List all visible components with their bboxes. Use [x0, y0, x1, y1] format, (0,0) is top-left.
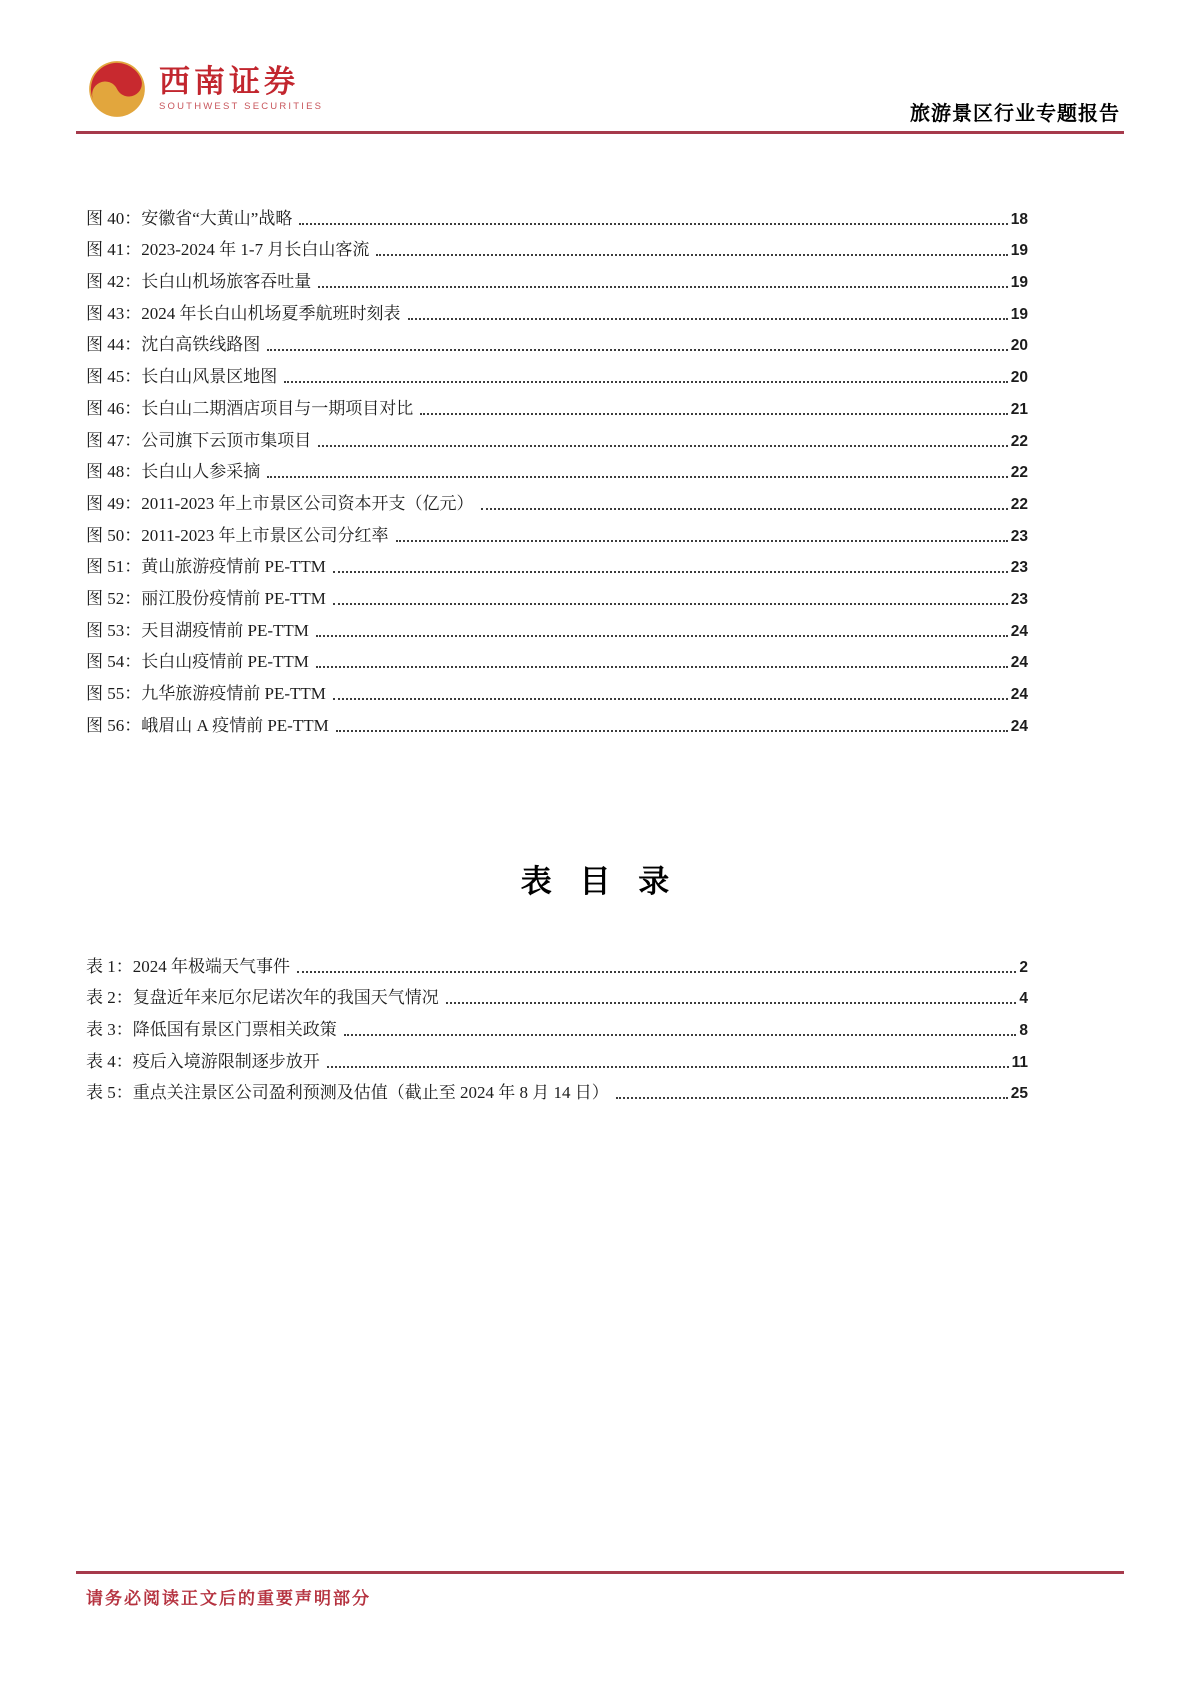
- toc-entry-page-number: 21: [1010, 400, 1028, 418]
- footer-divider: [76, 1571, 1124, 1574]
- footer-disclaimer: 请务必阅读正文后的重要声明部分: [86, 1589, 371, 1608]
- toc-entry-page-number: 24: [1010, 622, 1028, 640]
- toc-entry-page-number: 18: [1010, 210, 1028, 228]
- dot-leader: [299, 223, 1007, 225]
- toc-entry: [86, 977, 1028, 1009]
- dot-leader: [327, 1066, 1009, 1068]
- dot-leader: [318, 445, 1008, 447]
- toc-entry-page-number: 4: [1019, 990, 1028, 1008]
- toc-entry-label: 表 4：疫后入境游限制逐步放开: [86, 1051, 320, 1071]
- toc-entry-page-number: 24: [1010, 654, 1028, 672]
- toc-entry-label: 表 2：复盘近年来厄尔尼诺次年的我国天气情况: [86, 988, 439, 1008]
- toc-entry-page-number: 8: [1019, 1022, 1028, 1040]
- toc-entry-label: 图 54：长白山疫情前 PE-TTM: [86, 652, 309, 672]
- toc-entry: [86, 609, 1028, 641]
- toc-entry: [86, 1040, 1028, 1072]
- toc-entry: [86, 704, 1028, 736]
- toc-entry: [86, 482, 1028, 514]
- toc-entry-label: 图 44：沈白高铁线路图: [86, 335, 261, 355]
- dot-leader: [408, 318, 1008, 320]
- toc-entry-label: 图 48：长白山人参采摘: [86, 462, 261, 482]
- toc-entry: [86, 197, 1028, 229]
- toc-entry-label: 图 41：2023-2024 年 1-7 月长白山客流: [86, 240, 370, 260]
- dot-leader: [284, 381, 1008, 383]
- toc-entry-page-number: 22: [1010, 464, 1028, 482]
- toc-entry-label: 表 3：降低国有景区门票相关政策: [86, 1020, 337, 1040]
- toc-entry-label: 图 47：公司旗下云顶市集项目: [86, 430, 312, 450]
- brand-name-cn: 西南证券: [159, 64, 299, 100]
- toc-entry-page-number: 20: [1010, 369, 1028, 387]
- toc-entry-page-number: 11: [1011, 1053, 1028, 1071]
- dot-leader: [333, 698, 1008, 700]
- dot-leader: [333, 603, 1008, 605]
- dot-leader: [616, 1097, 1008, 1099]
- dot-leader: [420, 413, 1008, 415]
- toc-entry-label: 表 5：重点关注景区公司盈利预测及估值（截止至 2024 年 8 月 14 日）: [86, 1083, 609, 1103]
- toc-entry: [86, 577, 1028, 609]
- dot-leader: [336, 730, 1008, 732]
- dot-leader: [446, 1002, 1017, 1004]
- brand-name-en: SOUTHWEST SECURITIES: [159, 100, 324, 112]
- toc-entry: [86, 641, 1028, 673]
- toc-entry-label: 图 50：2011-2023 年上市景区公司分红率: [86, 525, 389, 545]
- toc-entry-label: 图 45：长白山风景区地图: [86, 367, 278, 387]
- toc-entry-page-number: 20: [1010, 337, 1028, 355]
- dot-leader: [267, 349, 1008, 351]
- toc-entry-page-number: 19: [1010, 305, 1028, 323]
- toc-entry: [86, 546, 1028, 578]
- toc-entry-page-number: 24: [1010, 717, 1028, 735]
- southwest-securities-logo-icon: [88, 60, 146, 118]
- brand-logo: [88, 60, 323, 118]
- dot-leader: [316, 666, 1008, 668]
- toc-entry-page-number: 19: [1010, 274, 1028, 292]
- toc-entry-page-number: 2: [1019, 958, 1028, 976]
- brand-text: [159, 66, 323, 112]
- toc-entry-page-number: 23: [1010, 590, 1028, 608]
- header-divider: [76, 131, 1124, 134]
- toc-entry: [86, 260, 1028, 292]
- toc-entry: [86, 1072, 1028, 1104]
- toc-entry-label: 图 46：长白山二期酒店项目与一期项目对比: [86, 398, 414, 418]
- toc-entry: [86, 355, 1028, 387]
- toc-entry: [86, 1008, 1028, 1040]
- toc-entry: [86, 419, 1028, 451]
- dot-leader: [316, 635, 1008, 637]
- toc-entry-label: 图 40：安徽省“大黄山”战略: [86, 208, 293, 228]
- dot-leader: [318, 286, 1008, 288]
- dot-leader: [267, 476, 1008, 478]
- dot-leader: [481, 508, 1008, 510]
- toc-entry-page-number: 24: [1010, 686, 1028, 703]
- dot-leader: [376, 254, 1007, 256]
- toc-entry: [86, 451, 1028, 483]
- figures-toc-list: [86, 197, 1028, 736]
- toc-entry-page-number: 23: [1010, 527, 1028, 545]
- toc-entry-label: 图 53：天目湖疫情前 PE-TTM: [86, 620, 309, 640]
- toc-entry-label: 图 43：2024 年长白山机场夏季航班时刻表: [86, 303, 401, 323]
- toc-entry-label: 图 52：丽江股份疫情前 PE-TTM: [86, 588, 326, 608]
- dot-leader: [344, 1034, 1017, 1036]
- toc-entry: [86, 945, 1028, 977]
- toc-entry-label: 表 1：2024 年极端天气事件: [86, 956, 290, 976]
- toc-entry: [86, 387, 1028, 419]
- toc-entry: [86, 672, 1028, 704]
- dot-leader: [297, 971, 1016, 973]
- tables-toc-heading: 表 目 录: [520, 864, 680, 899]
- toc-entry-page-number: 19: [1010, 242, 1028, 260]
- toc-entry-label: 图 42：长白山机场旅客吞吐量: [86, 272, 312, 292]
- tables-toc-list: [86, 945, 1028, 1103]
- report-type-title: 旅游景区行业专题报告: [910, 103, 1120, 125]
- toc-entry-label: 图 56：峨眉山 A 疫情前 PE-TTM: [86, 715, 329, 735]
- toc-entry: [86, 292, 1028, 324]
- toc-entry-label: 图 55：九华旅游疫情前 PE-TTM: [86, 684, 326, 703]
- toc-entry-label: 图 51：黄山旅游疫情前 PE-TTM: [86, 557, 326, 577]
- toc-entry: [86, 324, 1028, 356]
- dot-leader: [333, 571, 1008, 573]
- toc-entry-label: 图 49：2011-2023 年上市景区公司资本开支（亿元）: [86, 493, 474, 513]
- toc-entry-page-number: 23: [1010, 559, 1028, 577]
- dot-leader: [396, 540, 1008, 542]
- toc-entry-page-number: 22: [1010, 495, 1028, 513]
- toc-entry-page-number: 25: [1010, 1085, 1028, 1103]
- toc-entry: [86, 514, 1028, 546]
- toc-entry-page-number: 22: [1010, 432, 1028, 450]
- toc-entry: [86, 229, 1028, 261]
